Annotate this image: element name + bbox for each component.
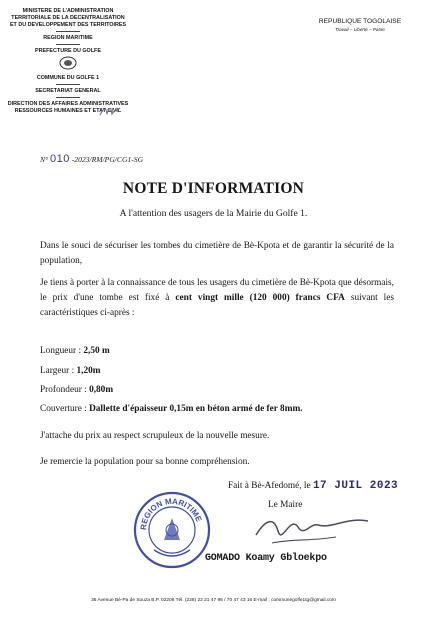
secretariat-label: SECRETARIAT GENERAL — [35, 88, 101, 94]
divider — [56, 84, 80, 85]
header-right-block — [310, 18, 410, 34]
ministry-line-2: TERRITORIALE DE LA DECENTRALISATION — [11, 15, 125, 21]
paragraph-price-start: Je tiens à porter à la connaissance de tous les usagers du cimetière de Bè-Kpota que désormais, le prix d'une tombe est fixé à — [40, 278, 394, 303]
divider — [56, 97, 80, 98]
direction-line-2: RESSOURCES HUMAINES ET ETAT CIVIL — [14, 108, 122, 114]
paragraph-intro: Dans le souci de sécuriser les tombes du cimetière de Bè-Kpota et de garantir la sécurité de la population, — [40, 241, 394, 266]
paragraph-thanks: Je remercie la population pour sa bonne compréhension. — [40, 457, 250, 467]
reference-prefix: N° — [40, 155, 49, 164]
reference-number: 010 — [50, 153, 70, 165]
country-name: REPUBLIQUE TOGOLAISE — [318, 18, 402, 25]
official-stamp-icon — [132, 490, 212, 570]
stamp-text: REGION MARITIME — [138, 496, 204, 531]
ministry-line-1: MINISTERE DE L'ADMINISTRATION — [22, 8, 114, 14]
country-motto: Travail – Liberté – Patrie — [335, 27, 385, 32]
ministry-line-3: ET DU DEVELOPPEMENT DES TERRITOIRES — [9, 22, 127, 28]
handwritten-signature-icon — [252, 505, 372, 553]
spec-value: 0,80m — [89, 385, 114, 395]
signature-place-date — [228, 480, 398, 492]
reference-line — [40, 153, 143, 165]
document-title: NOTE D'INFORMATION — [122, 180, 305, 197]
signer-name: GOMADO Koamy Gbloekpo — [205, 553, 327, 564]
spec-label: Largeur : — [40, 366, 77, 376]
spec-cover — [40, 404, 303, 414]
spec-label: Couverture : — [40, 404, 90, 414]
divider — [56, 31, 80, 32]
spec-depth — [40, 385, 113, 395]
handwritten-initials-icon — [98, 105, 124, 119]
commune-label: COMMUNE DU GOLFE 1 — [36, 75, 100, 81]
spec-label: Profondeur : — [40, 385, 90, 395]
spec-value: 2,50 m — [83, 346, 110, 356]
document-subtitle: A l'attention des usagers de la Mairie du Golfe 1. — [119, 208, 308, 219]
paragraph-respect: J'attache du prix au respect scrupuleux de la nouvelle mesure. — [40, 431, 270, 441]
reference-suffix: -2023/RM/PG/CG1-SG — [71, 155, 144, 164]
commune-emblem-icon — [59, 56, 77, 70]
header-left-block — [6, 8, 130, 115]
spec-label: Longueur : — [40, 346, 84, 356]
spec-length — [40, 346, 110, 356]
paragraph-price — [40, 276, 394, 321]
spec-value: 1,20m — [76, 366, 101, 376]
spec-value: Dallette d'épaisseur 0,15m en béton armé de fer 8mm. — [89, 404, 303, 414]
signature-place: Fait à Bè-Afedomé, le — [228, 481, 313, 491]
prefecture-label: PREFECTURE DU GOLFE — [35, 48, 101, 54]
spec-width — [40, 366, 101, 376]
date-stamp: 17 JUIL 2023 — [312, 480, 399, 492]
price-amount: cent vingt mille (120 000) francs CFA — [175, 293, 345, 303]
paragraph-price-end: suivant les caractéristiques ci-après : — [40, 293, 394, 318]
divider — [56, 44, 80, 45]
footer-contact: 36 Avenue Bè-Pa de Souza B.P. 02206 Tél. (228) 22 21 47 96 / 70 47 43 16 E-mail : communegolfe1tg@gmail.com — [91, 598, 336, 603]
region-label: REGION MARITIME — [43, 35, 93, 41]
signer-role: Le Maire — [268, 500, 303, 510]
direction-line-1: DIRECTION DES AFFAIRES ADMINISTRATIVES — [7, 101, 129, 107]
